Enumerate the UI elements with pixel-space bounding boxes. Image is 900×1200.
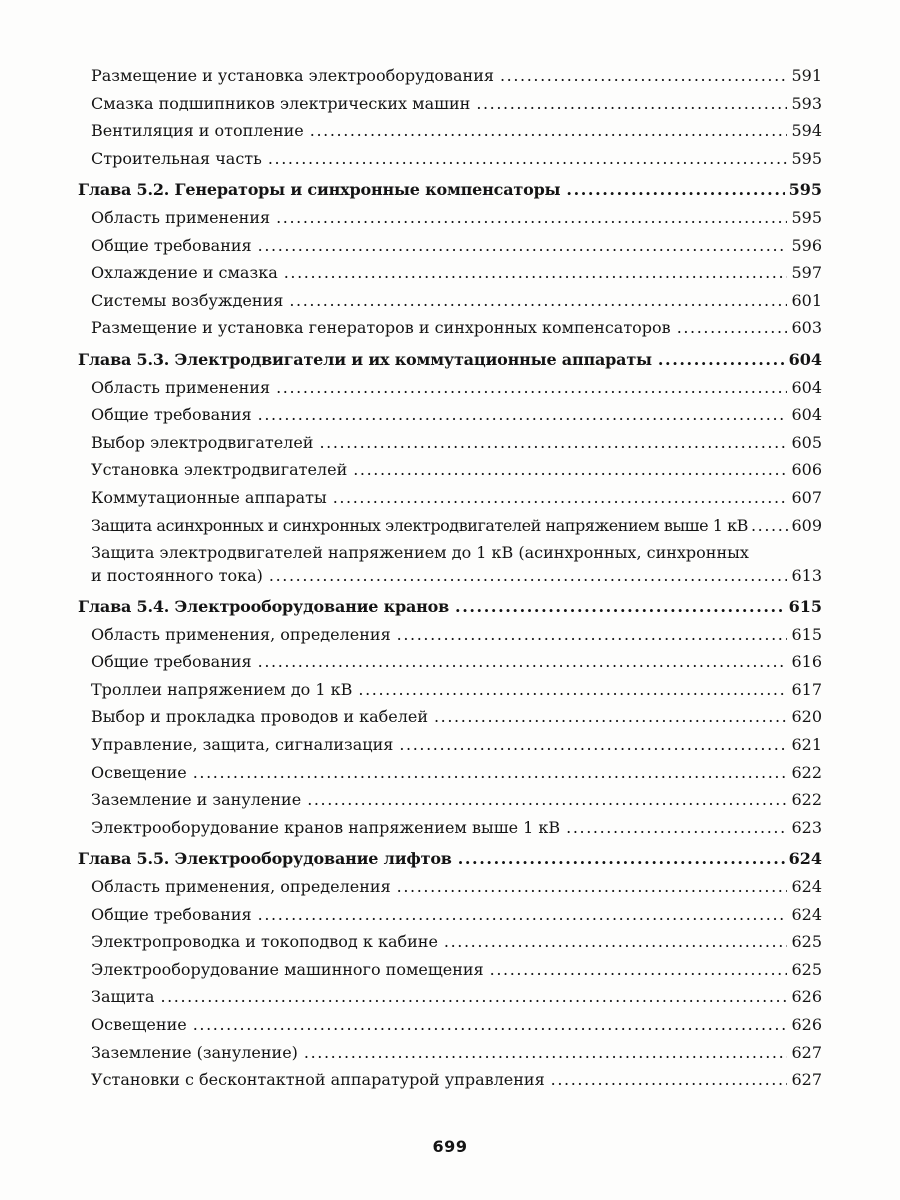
toc-entry <box>78 204 822 232</box>
toc-entry-title: Общие требования <box>91 904 252 924</box>
toc-entry-page: 605 <box>791 432 822 452</box>
toc-entry-page: 604 <box>791 405 822 425</box>
dot-leader <box>500 62 788 90</box>
toc-entry-title: Установка электродвигателей <box>91 460 348 480</box>
dot-leader <box>268 145 788 173</box>
dot-leader <box>269 563 788 589</box>
dot-leader <box>310 117 788 145</box>
toc-entry <box>78 90 822 118</box>
toc-entry-page: 606 <box>791 460 822 480</box>
toc-entry <box>78 374 822 402</box>
toc-entry-page: 617 <box>791 679 822 699</box>
dot-leader <box>397 873 788 901</box>
dot-leader <box>751 512 788 540</box>
dot-leader <box>333 484 788 512</box>
toc-entry-title: Выбор и прокладка проводов и кабелей <box>91 707 428 727</box>
dot-leader <box>399 731 787 759</box>
toc-entry-title: Строительная часть <box>91 148 262 168</box>
toc-entry-title: Коммутационные аппараты <box>91 487 327 507</box>
toc-entry-page: 593 <box>791 93 822 113</box>
toc-entry-page: 615 <box>788 597 822 617</box>
toc-entry <box>78 703 822 731</box>
dot-leader <box>307 786 787 814</box>
toc-entry-page: 625 <box>791 959 822 979</box>
toc-entry-page: 626 <box>791 1015 822 1034</box>
toc-entry-title: Выбор электродвигателей <box>91 432 314 452</box>
toc-entry-title: Смазка подшипников электрических машин <box>91 93 471 113</box>
toc-entry-title: Глава 5.2. Генераторы и синхронные компенсаторы <box>78 180 561 200</box>
toc-entry <box>78 1039 822 1067</box>
toc-entry-second-line <box>78 563 822 589</box>
toc-entry-page: 595 <box>791 148 822 168</box>
toc-entry-page: 627 <box>791 1042 822 1062</box>
toc-chapter-heading <box>78 593 822 621</box>
dot-leader <box>289 287 787 315</box>
toc-entry <box>78 62 822 90</box>
toc-entry <box>78 1066 822 1094</box>
dot-leader <box>258 901 788 929</box>
toc-entry-title: Глава 5.5. Электрооборудование лифтов <box>78 849 452 869</box>
toc-entry-title: Заземление (зануление) <box>91 1042 298 1062</box>
toc-entry-page: 607 <box>791 487 822 507</box>
toc-chapter-heading <box>78 346 822 374</box>
toc-entry <box>78 814 822 842</box>
dot-leader <box>276 374 787 402</box>
toc-entry <box>78 259 822 287</box>
toc-entry-page: 624 <box>791 904 822 924</box>
toc-entry <box>78 648 822 676</box>
dot-leader <box>566 176 784 204</box>
toc-entry-first-line <box>78 539 822 563</box>
toc-entry-page: 597 <box>791 263 822 283</box>
toc-entry-title: Охлаждение и смазка <box>91 263 278 283</box>
toc-entry <box>78 1011 822 1039</box>
toc-entry-title: Электрооборудование кранов напряжением выше 1 кВ <box>91 817 561 837</box>
toc-entry-page: 624 <box>788 849 822 869</box>
dot-leader <box>458 845 785 873</box>
toc-entry <box>78 873 822 901</box>
toc-entry <box>78 983 822 1011</box>
toc-entry <box>78 456 822 484</box>
toc-entry-page: 603 <box>791 318 822 338</box>
toc-entry-page: 596 <box>791 235 822 255</box>
toc-entry-page: 616 <box>791 652 822 672</box>
toc-chapter-heading <box>78 176 822 204</box>
toc-entry <box>78 145 822 173</box>
toc-entry <box>78 928 822 956</box>
dot-leader <box>455 593 785 621</box>
dot-leader <box>444 928 788 956</box>
toc-entry <box>78 314 822 342</box>
toc-entry-title: Область применения, определения <box>91 624 391 644</box>
toc-entry-title: Освещение <box>91 762 187 782</box>
toc-entry-title: Область применения <box>91 377 271 397</box>
toc-entry-page: 594 <box>791 121 822 141</box>
toc-entry-page: 626 <box>791 987 822 1007</box>
toc-entry-page: 595 <box>791 207 822 227</box>
toc-entry-title: Область применения <box>91 207 271 227</box>
dot-leader <box>476 90 787 118</box>
toc-entry-page: 609 <box>791 515 822 535</box>
dot-leader <box>193 759 788 787</box>
toc-entry-title: Общие требования <box>91 405 252 425</box>
toc-entry-title: Глава 5.3. Электродвигатели и их коммутационные аппараты <box>78 349 652 369</box>
toc-entry-page: 623 <box>791 817 822 837</box>
toc-entry-page: 613 <box>791 566 822 586</box>
dot-leader <box>258 648 788 676</box>
toc-entry <box>78 621 822 649</box>
toc-entry <box>78 759 822 787</box>
dot-leader <box>397 621 788 649</box>
toc-entry <box>78 232 822 260</box>
dot-leader <box>319 429 787 457</box>
page-number: 699 <box>432 1137 468 1156</box>
dot-leader <box>490 956 788 984</box>
dot-leader <box>551 1066 788 1094</box>
toc-entry <box>78 676 822 704</box>
toc-entry-page: 604 <box>788 349 822 369</box>
toc-entry-title: Глава 5.4. Электрооборудование кранов <box>78 597 450 617</box>
toc-entry-title: Защита асинхронных и синхронных электродвигателей напряжением выше 1 кВ <box>91 515 748 535</box>
toc-chapter-heading <box>78 845 822 873</box>
toc-entry-title: Общие требования <box>91 235 252 255</box>
toc-entry <box>78 731 822 759</box>
toc-entry-page: 625 <box>791 932 822 952</box>
dot-leader <box>677 314 788 342</box>
toc-entry-title: Защита <box>91 987 155 1007</box>
toc-entry-title: Освещение <box>91 1015 187 1034</box>
dot-leader <box>434 703 787 731</box>
dot-leader <box>658 346 785 374</box>
toc-entry-title: Электропроводка и токоподвод к кабине <box>91 932 438 952</box>
toc-entry <box>78 429 822 457</box>
toc-entry-page: 624 <box>791 877 822 897</box>
toc-entry-page: 615 <box>791 624 822 644</box>
dot-leader <box>358 676 787 704</box>
toc-entry-title: Троллеи напряжением до 1 кВ <box>91 679 353 699</box>
dot-leader <box>258 232 788 260</box>
toc-entry <box>78 287 822 315</box>
dot-leader <box>284 259 788 287</box>
dot-leader <box>193 1011 788 1039</box>
toc-entry <box>78 956 822 984</box>
dot-leader <box>258 401 788 429</box>
dot-leader <box>566 814 787 842</box>
toc-entry-page: 627 <box>791 1070 822 1090</box>
toc-entry-title: Управление, защита, сигнализация <box>91 735 394 755</box>
toc-entry-title: Размещение и установка электрооборудования <box>91 66 494 85</box>
toc-entry-page: 601 <box>791 290 822 310</box>
toc-entry-page: 591 <box>791 66 822 85</box>
toc-entry-page: 595 <box>788 180 822 200</box>
toc-entry-title: Область применения, определения <box>91 877 391 897</box>
dot-leader <box>160 983 787 1011</box>
toc-entry-page: 622 <box>791 762 822 782</box>
toc-entry-title: Вентиляция и отопление <box>91 121 304 141</box>
toc-entry-title-continuation: и постоянного тока) <box>91 566 263 586</box>
toc-entry-page: 622 <box>791 790 822 810</box>
toc-entry <box>78 401 822 429</box>
dot-leader <box>276 204 787 232</box>
toc-entry <box>78 117 822 145</box>
toc-entry-title: Общие требования <box>91 652 252 672</box>
dot-leader <box>304 1039 788 1067</box>
toc-entry <box>78 786 822 814</box>
toc-entry-title: Заземление и зануление <box>91 790 302 810</box>
dot-leader <box>353 456 787 484</box>
toc-entry <box>78 901 822 929</box>
toc-entry-title: Электрооборудование машинного помещения <box>91 959 484 979</box>
toc-entry-page: 620 <box>791 707 822 727</box>
toc-entry <box>78 512 822 540</box>
toc-entry-title: Системы возбуждения <box>91 290 284 310</box>
toc-entry-page: 604 <box>791 377 822 397</box>
toc-entry-page: 621 <box>791 735 822 755</box>
toc-entry-title: Размещение и установка генераторов и синхронных компенсаторов <box>91 318 671 338</box>
toc-entry-title: Защита электродвигателей напряжением до 1 кВ (асинхронных, синхронных <box>91 543 749 563</box>
toc-entry-title: Установки с бесконтактной аппаратурой управления <box>91 1070 545 1090</box>
table-of-contents <box>78 62 822 1094</box>
toc-entry <box>78 484 822 512</box>
